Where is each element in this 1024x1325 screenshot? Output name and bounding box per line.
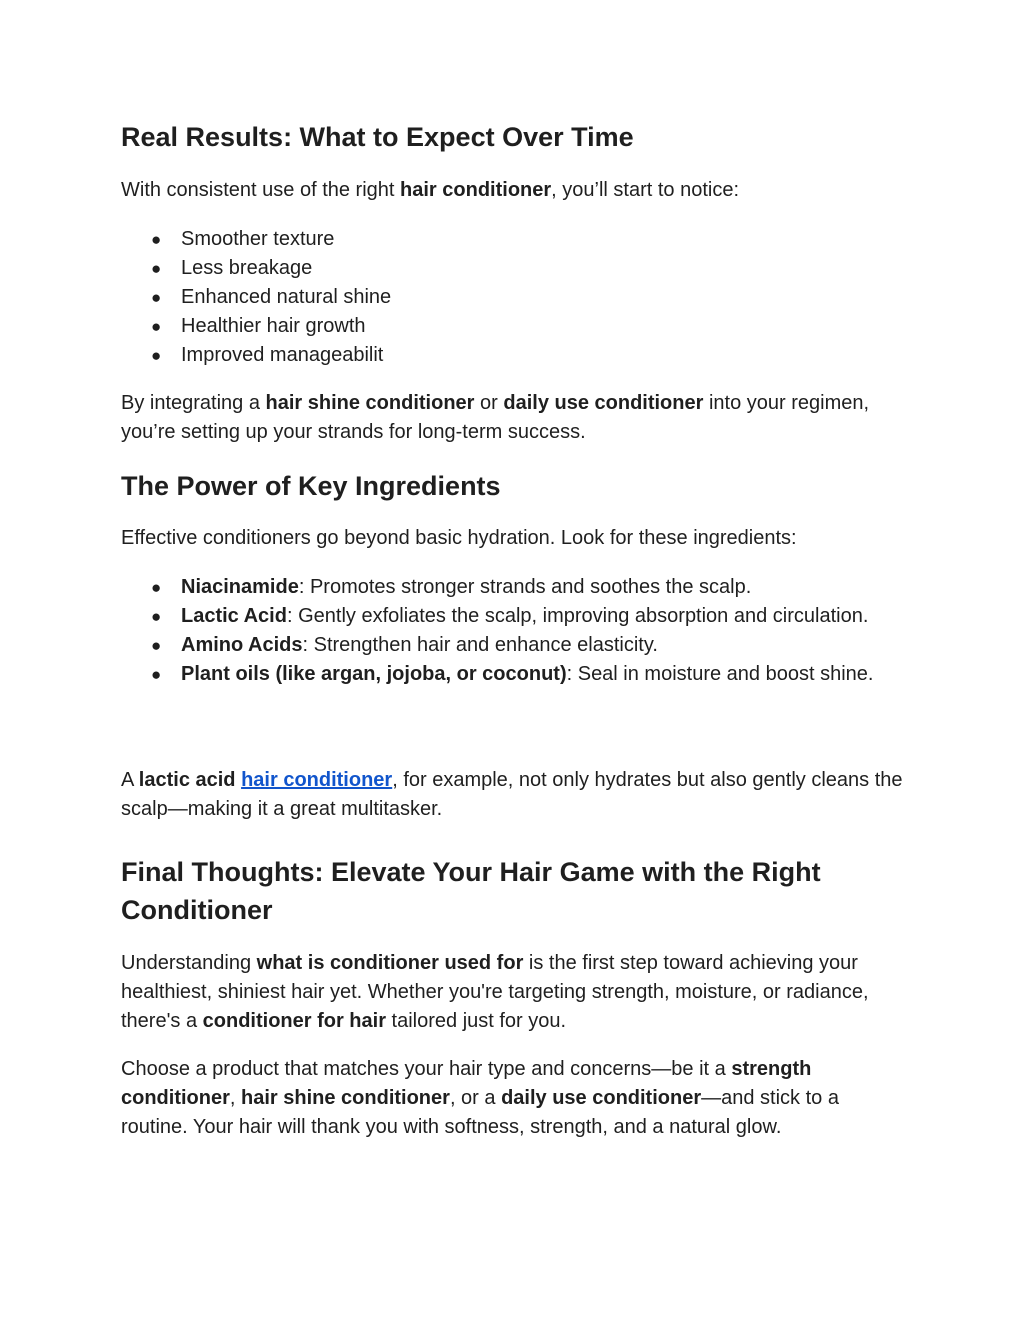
text: , — [229, 1087, 242, 1109]
bullet-icon: ● — [151, 578, 162, 597]
text: —and stick to a routine. Your hair will thank you with softness, strength, and a natural glow. — [121, 1087, 839, 1138]
bullet-icon: ● — [151, 607, 162, 626]
list-item-text: Less breakage — [181, 257, 313, 279]
list-item-text: Enhanced natural shine — [181, 286, 392, 308]
bullet-icon: ● — [151, 636, 162, 655]
text: Choose a product that matches your hair type and concerns—be it a — [121, 1058, 732, 1080]
bold-term: what is conditioner used for — [256, 952, 524, 974]
text: , you’ll start to notice: — [551, 179, 740, 201]
paragraph-final-1 — [121, 949, 911, 1036]
bold-term: hair conditioner — [400, 179, 552, 201]
bold-term: conditioner for hair — [202, 1010, 386, 1032]
ingredient-desc: : Seal in moisture and boost shine. — [566, 663, 874, 685]
list-item-text: Improved manageabilit — [181, 344, 384, 366]
hair-conditioner-link[interactable]: hair conditioner — [241, 769, 393, 791]
text: By integrating a — [121, 392, 266, 414]
bold-term: daily use conditioner — [501, 1087, 702, 1109]
ingredient-name: Niacinamide — [181, 576, 299, 598]
list-item — [121, 573, 911, 602]
heading-key-ingredients: The Power of Key Ingredients — [121, 471, 501, 501]
paragraph-lactic-example — [121, 766, 911, 824]
list-item-text: Healthier hair growth — [181, 315, 366, 337]
bullet-icon: ● — [151, 230, 162, 249]
paragraph-intro-results — [121, 176, 911, 205]
bold-term: hair shine conditioner — [265, 392, 475, 414]
list-item — [121, 225, 911, 254]
bold-term: hair shine conditioner — [241, 1087, 450, 1109]
text: , for example, not only hydrates but also gently cleans the scalp—making it a great multitasker. — [121, 769, 903, 820]
text: or — [474, 392, 504, 414]
bullet-icon: ● — [151, 346, 162, 365]
text: tailored just for you. — [385, 1010, 567, 1032]
text: With consistent use of the right — [121, 179, 401, 201]
bold-term: lactic acid — [138, 769, 236, 791]
bold-term: daily use conditioner — [503, 392, 704, 414]
results-list — [121, 225, 911, 370]
bold-term: strength conditioner — [121, 1058, 812, 1109]
ingredient-desc: : Gently exfoliates the scalp, improving absorption and circulation. — [286, 605, 869, 627]
text: A — [121, 769, 139, 791]
text: , or a — [449, 1087, 502, 1109]
list-item — [121, 660, 911, 689]
ingredient-name: Plant oils (like argan, jojoba, or coconut) — [181, 663, 567, 685]
text: Understanding — [121, 952, 257, 974]
heading-real-results: Real Results: What to Expect Over Time — [121, 122, 634, 152]
ingredient-name: Lactic Acid — [181, 605, 287, 627]
text: into your regimen, you’re setting up your strands for long-term success. — [121, 392, 870, 443]
list-item-text: Smoother texture — [181, 228, 335, 250]
list-item — [121, 602, 911, 631]
list-item — [121, 312, 911, 341]
ingredient-desc: : Strengthen hair and enhance elasticity. — [302, 634, 658, 656]
paragraph-closing-results — [121, 389, 911, 447]
ingredient-name: Amino Acids — [181, 634, 303, 656]
bullet-icon: ● — [151, 288, 162, 307]
bullet-icon: ● — [151, 259, 162, 278]
heading-final-thoughts: Final Thoughts: Elevate Your Hair Game with the Right Conditioner — [121, 857, 821, 925]
list-item — [121, 254, 911, 283]
list-item — [121, 631, 911, 660]
ingredients-list — [121, 573, 911, 689]
paragraph-intro-ingredients: Effective conditioners go beyond basic hydration. Look for these ingredients: — [121, 527, 797, 549]
list-item — [121, 283, 911, 312]
bullet-icon: ● — [151, 317, 162, 336]
list-item — [121, 341, 911, 370]
ingredient-desc: : Promotes stronger strands and soothes the scalp. — [298, 576, 752, 598]
text: is the first step toward achieving your healthiest, shiniest hair yet. Whether you're targeting strength, moisture, or radiance, there's a — [121, 952, 869, 1032]
bullet-icon: ● — [151, 665, 162, 684]
paragraph-final-2 — [121, 1055, 911, 1142]
